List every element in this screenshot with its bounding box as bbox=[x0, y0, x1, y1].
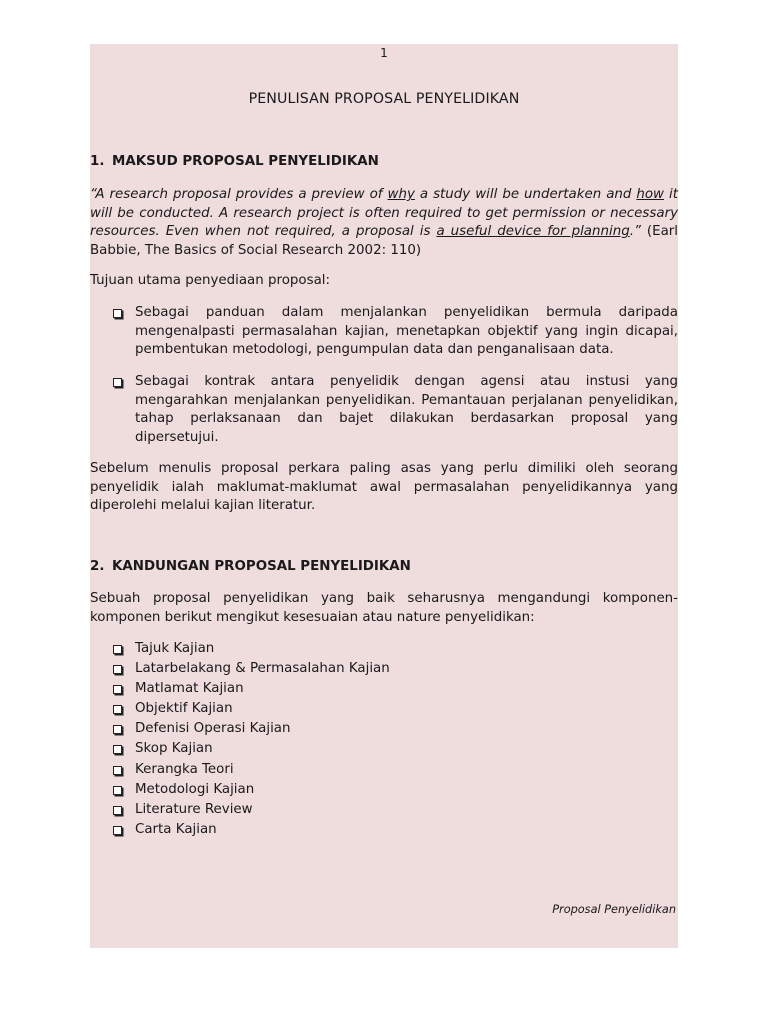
quote-text-3: it will be conducted. A research project is often required to get permission or necessary resources. Even when not required, a proposal is bbox=[90, 187, 678, 239]
checkbox-bullet-icon bbox=[113, 725, 122, 734]
document-page bbox=[90, 44, 678, 948]
checkbox-bullet-icon bbox=[113, 766, 122, 775]
list-item bbox=[110, 373, 678, 447]
purpose-list bbox=[110, 304, 678, 360]
list-item bbox=[110, 659, 678, 679]
list-item-text: Defenisi Operasi Kajian bbox=[135, 721, 291, 737]
list-item bbox=[110, 699, 678, 719]
section-2-number: 2. bbox=[90, 559, 105, 574]
section-2-heading-text: KANDUNGAN PROPOSAL PENYELIDIKAN bbox=[112, 559, 411, 574]
checkbox-bullet-icon bbox=[113, 645, 122, 654]
list-item bbox=[110, 739, 678, 759]
list-item-text: Carta Kajian bbox=[135, 821, 217, 837]
section-2-intro: Sebuah proposal penyelidikan yang baik seharusnya mengandungi komponen-komponen berikut mengikut kesesuaian atau nature penyelidikan: bbox=[90, 591, 678, 625]
section-2-heading bbox=[90, 559, 411, 574]
section-1-number: 1. bbox=[90, 154, 105, 169]
page-number: 1 bbox=[380, 46, 388, 60]
list-item bbox=[110, 679, 678, 699]
checkbox-bullet-icon bbox=[113, 806, 122, 815]
list-item-text: Literature Review bbox=[135, 801, 253, 817]
list-item bbox=[110, 760, 678, 780]
quote-text-4: .” bbox=[629, 224, 641, 239]
section-1-heading bbox=[90, 154, 379, 169]
checkbox-bullet-icon bbox=[113, 378, 122, 387]
research-quote bbox=[90, 186, 678, 260]
list-item bbox=[110, 800, 678, 820]
list-item-text: Matlamat Kajian bbox=[135, 681, 244, 697]
list-item bbox=[110, 780, 678, 800]
list-item-text: Sebagai panduan dalam menjalankan penyelidikan bermula daripada mengenalpasti permasalahan kajian, menetapkan objektif yang ingin dicapai, pembentukan metodologi, pengumpulan data dan penganalisaan data. bbox=[135, 305, 678, 357]
list-item-text: Skop Kajian bbox=[135, 741, 213, 757]
list-item-text: Objektif Kajian bbox=[135, 701, 233, 717]
list-item bbox=[110, 304, 678, 360]
section-1-closing: Sebelum menulis proposal perkara paling asas yang perlu dimiliki oleh seorang penyelidik ialah maklumat-maklumat awal permasalahan penyelidikannya yang diperolehi melalui kajian literatur. bbox=[90, 461, 678, 513]
list-item-text: Metodologi Kajian bbox=[135, 781, 255, 797]
page-title: PENULISAN PROPOSAL PENYELIDIKAN bbox=[248, 91, 520, 107]
checkbox-bullet-icon bbox=[113, 745, 122, 754]
quote-useful-device: a useful device for planning bbox=[436, 224, 630, 239]
checkbox-bullet-icon bbox=[113, 786, 122, 795]
checkbox-bullet-icon bbox=[113, 309, 122, 318]
list-item bbox=[110, 639, 678, 659]
components-list bbox=[110, 639, 678, 840]
list-item bbox=[110, 719, 678, 739]
page-footer: Proposal Penyelidikan bbox=[552, 903, 676, 916]
checkbox-bullet-icon bbox=[113, 705, 122, 714]
list-item-text: Tajuk Kajian bbox=[135, 641, 215, 656]
quote-how: how bbox=[636, 187, 665, 202]
list-item-text: Sebagai kontrak antara penyelidik dengan agensi atau instusi yang mengarahkan menjalankan penyelidikan. Pemantauan perjalanan penyelidikan, tahap perlaksanaan dan bajet dilakukan berdasarkan proposal yang dipersetujui. bbox=[135, 374, 678, 445]
section-1-heading-text: MAKSUD PROPOSAL PENYELIDIKAN bbox=[112, 154, 379, 169]
quote-text-2: a study will be undertaken and bbox=[414, 187, 637, 202]
purpose-intro: Tujuan utama penyediaan proposal: bbox=[90, 273, 331, 288]
checkbox-bullet-icon bbox=[113, 665, 122, 674]
list-item bbox=[110, 820, 678, 840]
list-item-text: Latarbelakang & Permasalahan Kajian bbox=[135, 661, 390, 677]
quote-text-1: “A research proposal provides a preview of bbox=[90, 187, 388, 202]
quote-citation: (Earl Babbie, The Basics of Social Research 2002: 110) bbox=[90, 224, 679, 258]
list-item-text: Kerangka Teori bbox=[135, 761, 234, 777]
checkbox-bullet-icon bbox=[113, 685, 122, 694]
purpose-list-2 bbox=[110, 373, 678, 447]
quote-why: why bbox=[387, 187, 415, 202]
checkbox-bullet-icon bbox=[113, 826, 122, 835]
